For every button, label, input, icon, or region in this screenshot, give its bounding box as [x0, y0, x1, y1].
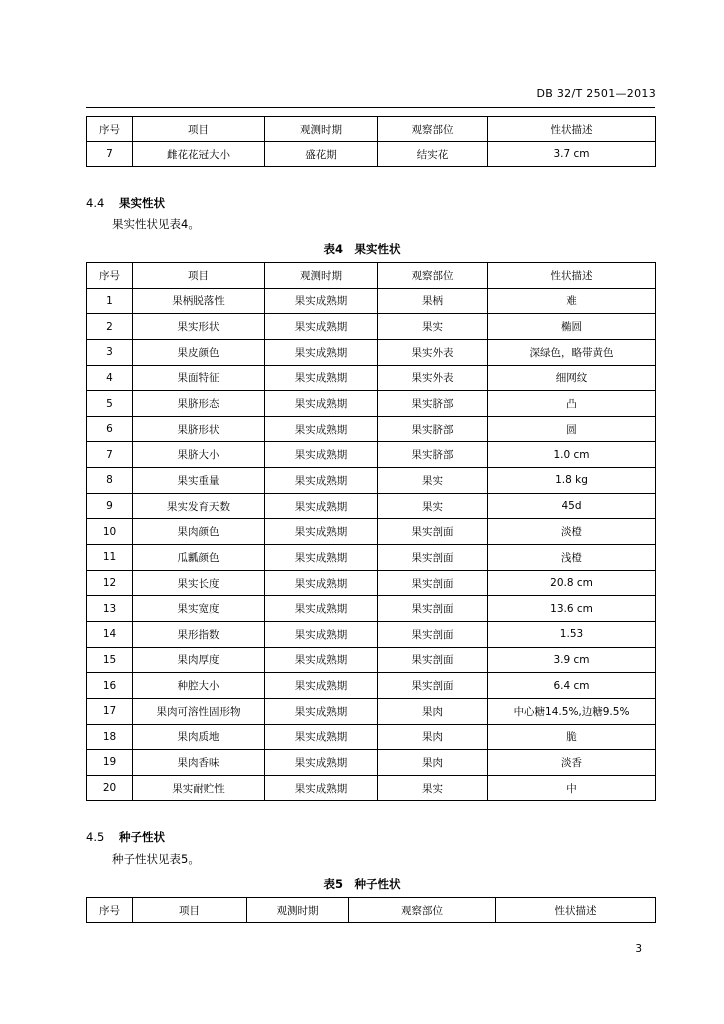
- section-number: 4.4: [86, 196, 105, 210]
- cell-period: 果实成熟期: [265, 570, 378, 596]
- table-row: [87, 314, 656, 340]
- cell-item: 果肉香味: [133, 750, 265, 776]
- table-row: [87, 698, 656, 724]
- cell-period: 果实成熟期: [265, 596, 378, 622]
- cell-item: 果实发育天数: [133, 493, 265, 519]
- header-rule: [86, 107, 655, 108]
- cell-description: 3.9 cm: [488, 647, 656, 673]
- cell-description: 圆: [488, 416, 656, 442]
- cell-description: 中心糖14.5%,边糖9.5%: [488, 698, 656, 724]
- cell-description: 难: [488, 288, 656, 314]
- cell-description: 浅橙: [488, 545, 656, 571]
- cell-description: 20.8 cm: [488, 570, 656, 596]
- cell-index: 18: [87, 724, 133, 750]
- cell-description: 凸: [488, 391, 656, 417]
- standard-code: DB 32/T 2501—2013: [536, 87, 656, 100]
- table-row: [87, 519, 656, 545]
- table-row: [87, 468, 656, 494]
- cell-period: 果实成熟期: [265, 673, 378, 699]
- cell-index: 8: [87, 468, 133, 494]
- col-header-index: 序号: [87, 117, 133, 142]
- cell-part: 果实外表: [378, 339, 488, 365]
- cell-index: 17: [87, 698, 133, 724]
- cell-part: 果实剖面: [378, 673, 488, 699]
- cell-item: 果实耐贮性: [133, 775, 265, 801]
- col-header-part: 观察部位: [349, 898, 496, 923]
- table-header-row: [87, 898, 656, 923]
- cell-index: 13: [87, 596, 133, 622]
- cell-part: 果实脐部: [378, 442, 488, 468]
- table-row: [87, 596, 656, 622]
- cell-index: 5: [87, 391, 133, 417]
- cell-period: 果实成熟期: [265, 442, 378, 468]
- section-title: 种子性状: [119, 830, 165, 844]
- section-heading-4-4: [86, 195, 165, 211]
- section-text: 果实性状见表4。: [112, 217, 200, 231]
- cell-description: 中: [488, 775, 656, 801]
- cell-item: 果肉质地: [133, 724, 265, 750]
- cell-period: 果实成熟期: [265, 750, 378, 776]
- table-row: [87, 416, 656, 442]
- cell-description: 3.7 cm: [488, 142, 656, 167]
- cell-description: 深绿色，略带黄色: [488, 339, 656, 365]
- cell-item: 雌花花冠大小: [133, 142, 265, 167]
- cell-description: 6.4 cm: [488, 673, 656, 699]
- cell-period: 果实成熟期: [265, 314, 378, 340]
- cell-period: 果实成熟期: [265, 416, 378, 442]
- col-header-part: 观察部位: [378, 263, 488, 289]
- cell-item: 果脐形状: [133, 416, 265, 442]
- col-header-index: 序号: [87, 263, 133, 289]
- cell-period: 果实成熟期: [265, 339, 378, 365]
- cell-period: 果实成熟期: [265, 621, 378, 647]
- table-row: [87, 442, 656, 468]
- cell-item: 瓜瓤颜色: [133, 545, 265, 571]
- cell-period: 果实成熟期: [265, 775, 378, 801]
- cell-period: 果实成熟期: [265, 519, 378, 545]
- cell-description: 13.6 cm: [488, 596, 656, 622]
- col-header-item: 项目: [133, 117, 265, 142]
- cell-period: 果实成熟期: [265, 698, 378, 724]
- cell-index: 7: [87, 442, 133, 468]
- cell-item: 果肉可溶性固形物: [133, 698, 265, 724]
- cell-index: 11: [87, 545, 133, 571]
- cell-period: 果实成熟期: [265, 724, 378, 750]
- cell-item: 果实长度: [133, 570, 265, 596]
- table-5-seed-traits: [86, 897, 656, 923]
- cell-period: 果实成熟期: [265, 288, 378, 314]
- cell-index: 16: [87, 673, 133, 699]
- table-4-caption: 表4 果实性状: [323, 242, 401, 256]
- cell-item: 果柄脱落性: [133, 288, 265, 314]
- table-row: [87, 545, 656, 571]
- table-row: [87, 647, 656, 673]
- cell-part: 果实剖面: [378, 596, 488, 622]
- cell-part: 果肉: [378, 698, 488, 724]
- cell-part: 果柄: [378, 288, 488, 314]
- cell-description: 1.0 cm: [488, 442, 656, 468]
- section-title: 果实性状: [119, 196, 165, 210]
- cell-item: 果肉厚度: [133, 647, 265, 673]
- cell-part: 果肉: [378, 724, 488, 750]
- cell-part: 果肉: [378, 750, 488, 776]
- cell-index: 2: [87, 314, 133, 340]
- table-row: [87, 493, 656, 519]
- cell-description: 45d: [488, 493, 656, 519]
- table-row: [87, 365, 656, 391]
- col-header-part: 观察部位: [378, 117, 488, 142]
- cell-description: 椭圆: [488, 314, 656, 340]
- cell-index: 1: [87, 288, 133, 314]
- page-number: 3: [635, 943, 642, 955]
- cell-index: 19: [87, 750, 133, 776]
- section-heading-4-5: [86, 829, 165, 845]
- cell-period: 果实成熟期: [265, 468, 378, 494]
- cell-item: 果脐大小: [133, 442, 265, 468]
- cell-part: 结实花: [378, 142, 488, 167]
- table-4-fruit-traits: [86, 262, 656, 801]
- cell-part: 果实剖面: [378, 647, 488, 673]
- col-header-item: 项目: [133, 898, 247, 923]
- cell-index: 9: [87, 493, 133, 519]
- table-row: [87, 750, 656, 776]
- cell-index: 10: [87, 519, 133, 545]
- cell-item: 种腔大小: [133, 673, 265, 699]
- cell-item: 果面特征: [133, 365, 265, 391]
- cell-item: 果实形状: [133, 314, 265, 340]
- col-header-item: 项目: [133, 263, 265, 289]
- cell-description: 脆: [488, 724, 656, 750]
- cell-index: 6: [87, 416, 133, 442]
- cell-index: 3: [87, 339, 133, 365]
- table-row: [87, 621, 656, 647]
- cell-item: 果脐形态: [133, 391, 265, 417]
- table-row: [87, 142, 656, 167]
- table-row: [87, 339, 656, 365]
- cell-part: 果实: [378, 493, 488, 519]
- cell-item: 果形指数: [133, 621, 265, 647]
- cell-part: 果实脐部: [378, 391, 488, 417]
- cell-part: 果实剖面: [378, 570, 488, 596]
- col-header-period: 观测时期: [265, 263, 378, 289]
- cell-item: 果肉颜色: [133, 519, 265, 545]
- cell-part: 果实: [378, 468, 488, 494]
- cell-index: 15: [87, 647, 133, 673]
- table-header-row: [87, 117, 656, 142]
- col-header-period: 观测时期: [247, 898, 349, 923]
- cell-period: 果实成熟期: [265, 545, 378, 571]
- cell-item: 果实宽度: [133, 596, 265, 622]
- cell-index: 4: [87, 365, 133, 391]
- cell-description: 细网纹: [488, 365, 656, 391]
- cell-description: 1.8 kg: [488, 468, 656, 494]
- table-row: [87, 673, 656, 699]
- cell-part: 果实外表: [378, 365, 488, 391]
- cell-item: 果皮颜色: [133, 339, 265, 365]
- table-5-caption: 表5 种子性状: [323, 877, 401, 891]
- cell-part: 果实: [378, 775, 488, 801]
- cell-description: 淡香: [488, 750, 656, 776]
- cell-part: 果实剖面: [378, 545, 488, 571]
- table-row: [87, 570, 656, 596]
- cell-part: 果实: [378, 314, 488, 340]
- cell-description: 1.53: [488, 621, 656, 647]
- table-3-continued: [86, 116, 656, 167]
- cell-index: 14: [87, 621, 133, 647]
- cell-period: 果实成熟期: [265, 391, 378, 417]
- table-row: [87, 391, 656, 417]
- table-row: [87, 288, 656, 314]
- table-row: [87, 724, 656, 750]
- table-header-row: [87, 263, 656, 289]
- table-row: [87, 775, 656, 801]
- col-header-description: 性状描述: [488, 117, 656, 142]
- cell-period: 果实成熟期: [265, 365, 378, 391]
- cell-period: 果实成熟期: [265, 493, 378, 519]
- col-header-period: 观测时期: [265, 117, 378, 142]
- cell-index: 12: [87, 570, 133, 596]
- cell-period: 盛花期: [265, 142, 378, 167]
- cell-part: 果实剖面: [378, 519, 488, 545]
- cell-part: 果实脐部: [378, 416, 488, 442]
- col-header-description: 性状描述: [488, 263, 656, 289]
- cell-item: 果实重量: [133, 468, 265, 494]
- cell-index: 7: [87, 142, 133, 167]
- cell-period: 果实成熟期: [265, 647, 378, 673]
- col-header-index: 序号: [87, 898, 133, 923]
- cell-index: 20: [87, 775, 133, 801]
- section-number: 4.5: [86, 830, 105, 844]
- cell-part: 果实剖面: [378, 621, 488, 647]
- section-text: 种子性状见表5。: [112, 852, 200, 866]
- col-header-description: 性状描述: [496, 898, 656, 923]
- cell-description: 淡橙: [488, 519, 656, 545]
